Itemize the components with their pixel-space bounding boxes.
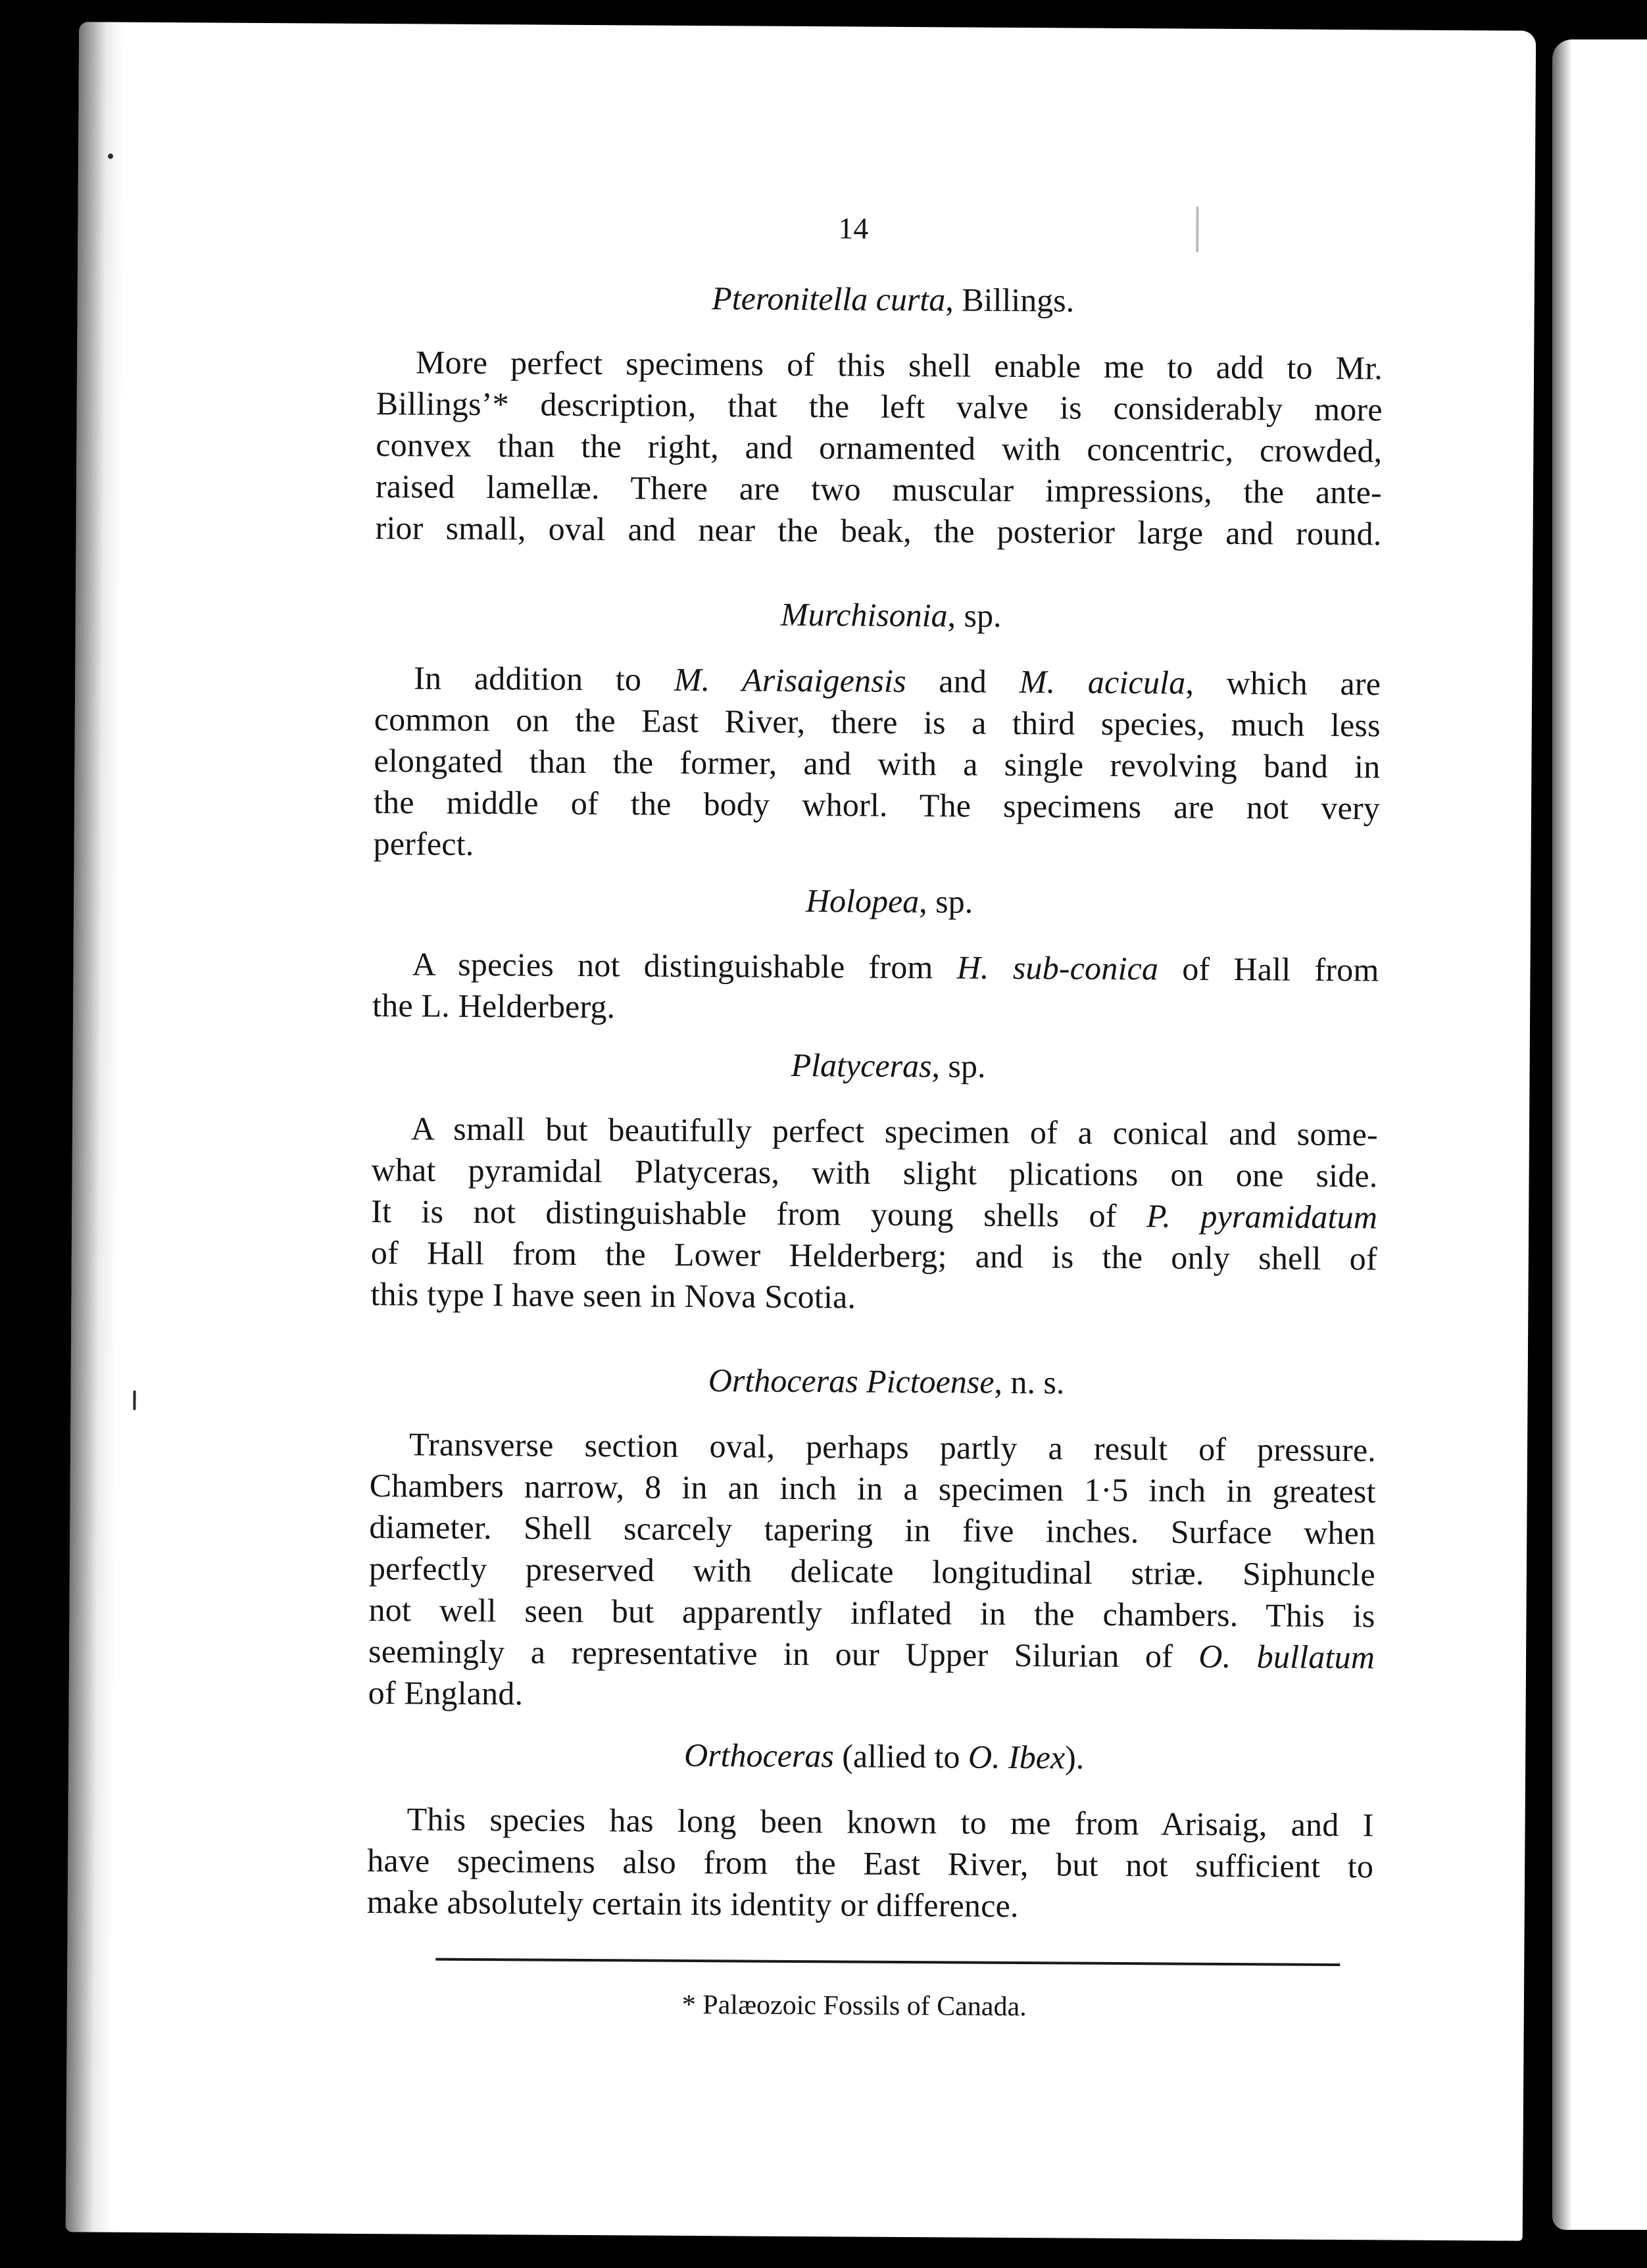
paragraph-line: Billings’* description, that the left valve is considerably more	[376, 385, 1383, 428]
heading-taxon: Orthoceras	[683, 1736, 835, 1775]
heading-rest: , sp.	[919, 883, 973, 920]
heading-author: , Billings.	[945, 281, 1075, 319]
line-text: and	[906, 662, 1020, 701]
paragraph-line: This species has long been known to me from Arisaig, and I	[406, 1800, 1374, 1844]
line-text: of Hall from	[1158, 950, 1379, 989]
taxon-name: O. bullatum	[1198, 1637, 1375, 1676]
heading-rest: , sp.	[947, 597, 1002, 634]
line-text: It is not distinguishable from young shells of	[371, 1193, 1147, 1235]
scanned-page	[66, 22, 1536, 2240]
section-heading-murchisonia	[234, 592, 1549, 638]
adjacent-page-edge	[1552, 39, 1647, 2230]
section-heading-orthoceras-allied	[226, 1733, 1542, 1779]
heading-rest: (allied to	[833, 1737, 969, 1775]
paragraph-line	[371, 1192, 1377, 1236]
paragraph-line: common on the East River, there is a third species, much less	[374, 701, 1381, 744]
line-text: A species not distinguishable from	[412, 945, 957, 986]
section-heading-holopea	[232, 878, 1547, 924]
paragraph-line: not well seen but apparently inflated in the chambers. This is	[368, 1591, 1375, 1635]
footnote: * Palæozoic Fossils of Canada.	[681, 1989, 1027, 2023]
section-heading-pteronitella	[235, 276, 1551, 322]
paragraph-line: of Hall from the Lower Helderberg; and is the only shell of	[370, 1234, 1378, 1277]
paragraph-line: have specimens also from the East River, but not sufficient to	[367, 1841, 1374, 1885]
paragraph-line: what pyramidal Platyceras, with slight plications on one side.	[371, 1151, 1378, 1195]
line-text: , which are	[1185, 664, 1381, 703]
adjacent-page-shadow	[1552, 39, 1572, 2230]
paragraph-line: make absolutely certain its identity or difference.	[366, 1883, 1019, 1925]
paragraph-line: perfectly preserved with delicate longitudinal striæ. Siphuncle	[368, 1550, 1376, 1593]
paragraph-line	[372, 945, 1379, 989]
line-text: In addition to	[414, 659, 674, 698]
scan-speck	[133, 1391, 135, 1410]
heading-rest: ).	[1064, 1738, 1085, 1776]
heading-taxon: Platyceras	[791, 1046, 932, 1085]
paragraph-line: More perfect specimens of this shell enable me to add to Mr.	[415, 343, 1383, 387]
taxon-name: H. sub-conica	[956, 949, 1159, 987]
paragraph-line: diameter. Shell scarcely tapering in five inches. Surface when	[369, 1508, 1376, 1552]
heading-taxon: Pteronitella curta	[712, 280, 946, 318]
paragraph-line: perfect.	[373, 825, 474, 862]
paragraph-line: rior small, oval and near the beak, the posterior large and round.	[375, 509, 1382, 553]
paragraph-line	[374, 658, 1381, 703]
paragraph-line: the L. Helderberg.	[372, 987, 616, 1025]
paragraph-line: convex than the right, and ornamented with concentric, crowded,	[376, 426, 1383, 470]
section-heading-orthoceras-pictoense	[229, 1358, 1544, 1404]
taxon-name: M. acicula	[1019, 663, 1186, 701]
heading-taxon: Holopea	[805, 882, 920, 920]
heading-taxon: Orthoceras Pictoense	[708, 1362, 995, 1400]
footnote-rule	[435, 1958, 1340, 1966]
section-heading-platyceras	[230, 1043, 1546, 1089]
heading-taxon: Murchisonia	[780, 595, 948, 634]
paragraph-line	[368, 1632, 1375, 1676]
page-number: 14	[838, 211, 869, 245]
taxon-name: P. pyramidatum	[1146, 1197, 1378, 1236]
paragraph-line: Chambers narrow, 8 in an inch in a specimen 1·5 inch in greatest	[369, 1467, 1376, 1510]
paragraph-line: the middle of the body whorl. The specimens are not very	[373, 783, 1381, 827]
paragraph-line: raised lamellæ. There are two muscular impressions, the ante-	[375, 468, 1383, 511]
scan-speck	[1196, 207, 1198, 253]
scan-speck	[108, 154, 113, 159]
heading-taxon-2: O. Ibex	[968, 1738, 1066, 1776]
taxon-name: M. Arisaigensis	[674, 660, 906, 699]
paragraph-line: this type I have seen in Nova Scotia.	[370, 1275, 856, 1316]
heading-rest: , sp.	[931, 1047, 986, 1085]
paragraph-line: Transverse section oval, perhaps partly a result of pressure.	[408, 1425, 1377, 1469]
heading-rest: , n. s.	[994, 1363, 1065, 1401]
page-gutter-shadow	[66, 22, 126, 2232]
paragraph-line: elongated than the former, and with a single revolving band in	[374, 742, 1381, 785]
paragraph-line: of England.	[368, 1673, 524, 1712]
paragraph-line: A small but beautifully perfect specimen of a conical and some-	[410, 1110, 1379, 1153]
line-text: seemingly a representative in our Upper Silurian of	[368, 1632, 1199, 1675]
